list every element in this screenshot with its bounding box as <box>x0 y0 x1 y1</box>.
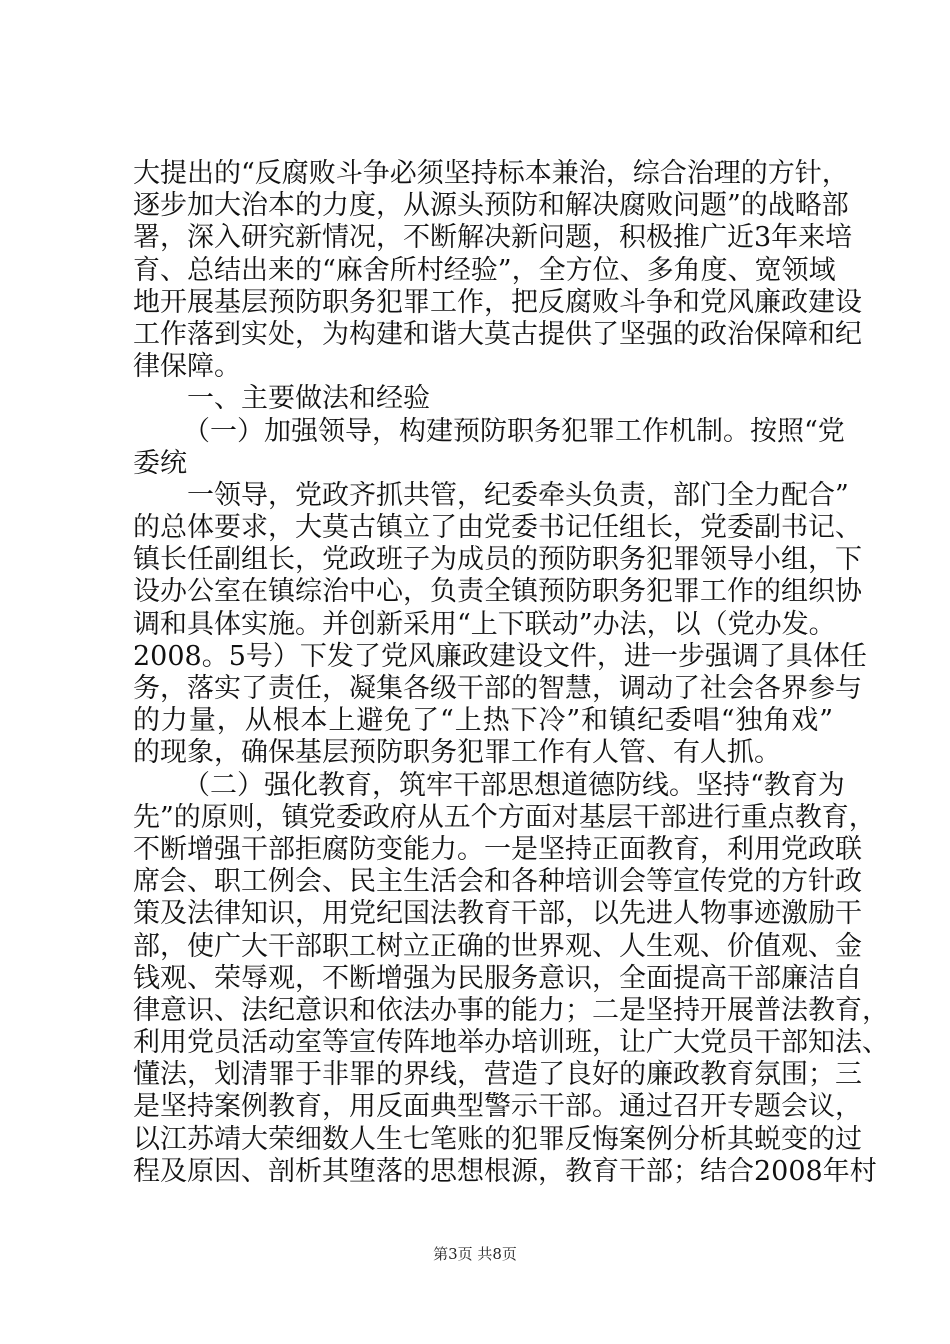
text-line: 地开展基层预防职务犯罪工作，把反腐败斗争和党风廉政建设 <box>133 286 862 318</box>
text-line: 律意识、法纪意识和依法办事的能力；二是坚持开展普法教育， <box>133 994 889 1026</box>
text-line: 育、总结出来的“麻舍所村经验”，全方位、多角度、宽领域 <box>133 254 836 286</box>
body-text <box>133 158 889 1188</box>
text-line: 策及法律知识，用党纪国法教育干部，以先进人物事迹激励干 <box>133 898 862 930</box>
text-line: 2008。5号）下发了党风廉政建设文件，进一步强调了具体任 <box>133 640 867 672</box>
text-line: 懂法，划清罪于非罪的界线，营造了良好的廉政教育氛围；三 <box>133 1059 862 1091</box>
text-line: 工作落到实处，为构建和谐大莫古提供了坚强的政治保障和纪 <box>133 318 862 350</box>
text-line: 委统 <box>133 447 187 479</box>
section-heading: 一、主要做法和经验 <box>187 383 430 415</box>
page-number-footer: 第3页 共8页 <box>433 1245 517 1263</box>
text-line: 的总体要求，大莫古镇立了由党委书记任组长，党委副书记、 <box>133 512 862 544</box>
text-line: 律保障。 <box>133 351 241 383</box>
text-line: 设办公室在镇综治中心，负责全镇预防职务犯罪工作的组织协 <box>133 576 862 608</box>
text-line: 逐步加大治本的力度，从源头预防和解决腐败问题”的战略部 <box>133 190 849 222</box>
text-line: 部，使广大干部职工树立正确的世界观、人生观、价值观、金 <box>133 930 862 962</box>
text-line: 署，深入研究新情况，不断解决新问题，积极推广近3年来培 <box>133 222 853 254</box>
text-line: 以江苏靖大荣细数人生七笔账的犯罪反悔案例分析其蜕变的过 <box>133 1123 862 1155</box>
text-line: 务，落实了责任，凝集各级干部的智慧，调动了社会各界参与 <box>133 673 862 704</box>
text-line: 的力量，从根本上避免了“上热下冷”和镇纪委唱“独角戏” <box>133 705 833 737</box>
text-line: 大提出的“反腐败斗争必须坚持标本兼治，综合治理的方针， <box>133 158 849 189</box>
text-line: （二）强化教育，筑牢干部思想道德防线。坚持“教育为 <box>183 769 845 801</box>
text-line: （一）加强领导，构建预防职务犯罪工作机制。按照“党 <box>183 415 845 447</box>
text-line: 一领导，党政齐抓共管，纪委牵头负责，部门全力配合” <box>187 479 849 511</box>
text-line: 调和具体实施。并创新采用“上下联动”办法，以（党办发。 <box>133 608 836 640</box>
text-line: 先”的原则，镇党委政府从五个方面对基层干部进行重点教育， <box>133 801 876 833</box>
text-line: 是坚持案例教育，用反面典型警示干部。通过召开专题会议， <box>133 1091 862 1123</box>
text-line: 不断增强干部拒腐防变能力。一是坚持正面教育，利用党政联 <box>133 833 862 865</box>
text-line: 镇长任副组长，党政班子为成员的预防职务犯罪领导小组，下 <box>133 544 862 576</box>
text-line: 席会、职工例会、民主生活会和各种培训会等宣传党的方针政 <box>133 866 862 898</box>
text-line: 的现象，确保基层预防职务犯罪工作有人管、有人抓。 <box>133 737 781 769</box>
text-line: 钱观、荣辱观，不断增强为民服务意识，全面提高干部廉洁自 <box>133 962 862 994</box>
text-line: 利用党员活动室等宣传阵地举办培训班，让广大党员干部知法、 <box>133 1027 889 1059</box>
text-line: 程及原因、剖析其堕落的思想根源，教育干部；结合2008年村 <box>133 1155 877 1187</box>
